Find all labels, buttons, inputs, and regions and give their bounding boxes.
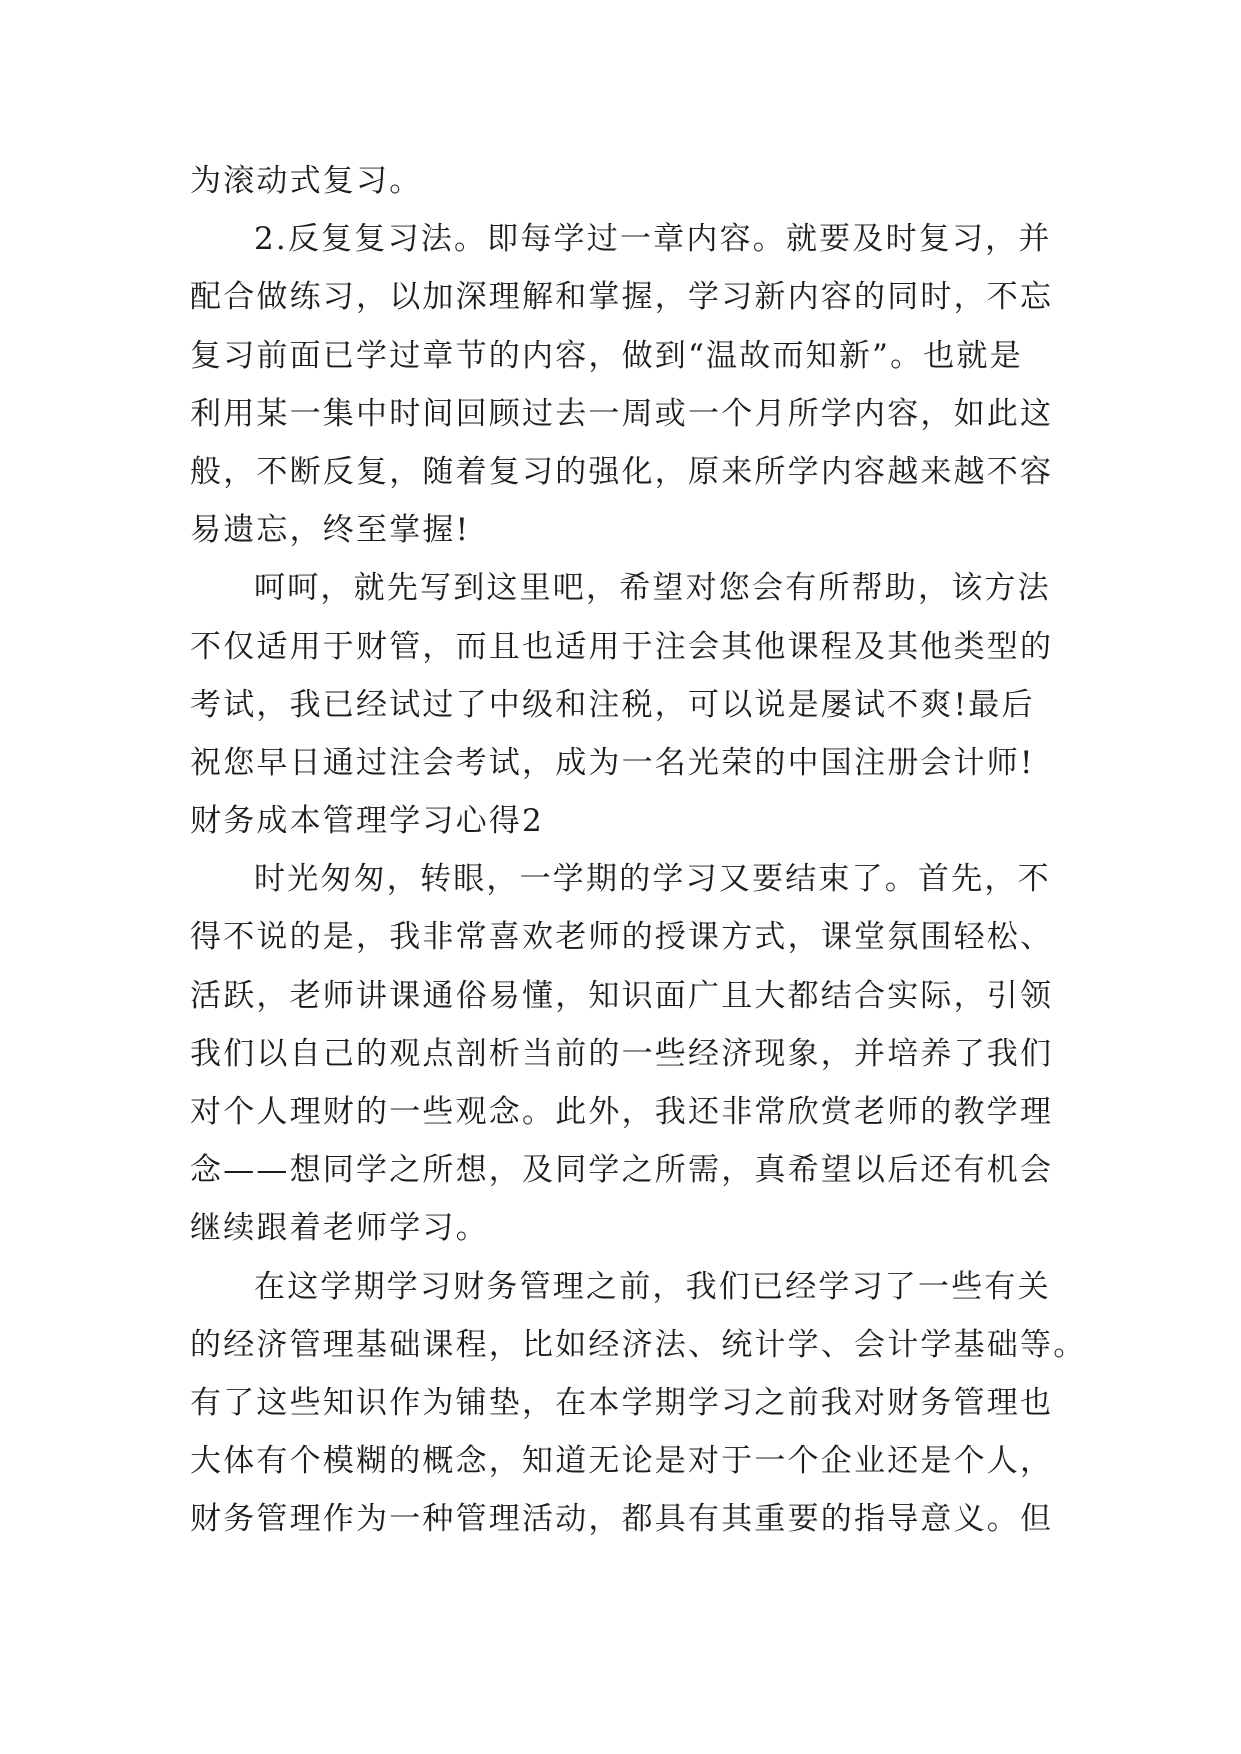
text-line: 祝您早日通过注会考试，成为一名光荣的中国注册会计师!	[190, 744, 1035, 781]
text-line: 不仅适用于财管，而且也适用于注会其他课程及其他类型的	[190, 628, 1054, 665]
text-line: 财务管理作为一种管理活动，都具有其重要的指导意义。但	[190, 1501, 1054, 1538]
section-heading: 财务成本管理学习心得2	[190, 803, 544, 840]
text-line: 易遗忘，终至掌握!	[190, 512, 471, 549]
text-line: 的经济管理基础课程，比如经济法、统计学、会计学基础等。	[190, 1326, 1087, 1363]
text-line: 为滚动式复习。	[190, 163, 423, 199]
text-line: 考试，我已经试过了中级和注税，可以说是屡试不爽!最后	[190, 686, 1035, 723]
text-line: 复习前面已学过章节的内容，做到“温故而知新”。也就是	[190, 337, 1023, 374]
text-line: 得不说的是，我非常喜欢老师的授课方式，课堂氛围轻松、	[190, 919, 1054, 956]
text-line: 利用某一集中时间回顾过去一周或一个月所学内容，如此这	[190, 395, 1054, 432]
text-line: 有了这些知识作为铺垫，在本学期学习之前我对财务管理也	[190, 1384, 1054, 1421]
text-line: 念——想同学之所想，及同学之所需，真希望以后还有机会	[190, 1152, 1054, 1189]
document-body	[190, 152, 1087, 1549]
paragraph-start-line: 时光匆匆，转眼，一学期的学习又要结束了。首先，不	[254, 861, 1051, 898]
paragraph-start-line: 2.反复复习法。即每学过一章内容。就要及时复习，并	[254, 221, 1052, 258]
paragraph-start-line: 在这学期学习财务管理之前，我们已经学习了一些有关	[254, 1268, 1051, 1305]
text-line: 活跃，老师讲课通俗易懂，知识面广且大都结合实际，引领	[190, 977, 1054, 1014]
text-line: 配合做练习，以加深理解和掌握，学习新内容的同时，不忘	[190, 279, 1054, 316]
text-line: 般，不断反复，随着复习的强化，原来所学内容越来越不容	[190, 453, 1054, 490]
text-line: 对个人理财的一些观念。此外，我还非常欣赏老师的教学理	[190, 1094, 1054, 1130]
text-line: 继续跟着老师学习。	[190, 1210, 489, 1247]
paragraph-start-line: 呵呵，就先写到这里吧，希望对您会有所帮助，该方法	[254, 570, 1051, 607]
text-line: 我们以自己的观点剖析当前的一些经济现象，并培养了我们	[190, 1035, 1054, 1072]
text-line: 大体有个模糊的概念，知道无论是对于一个企业还是个人，	[190, 1443, 1054, 1480]
